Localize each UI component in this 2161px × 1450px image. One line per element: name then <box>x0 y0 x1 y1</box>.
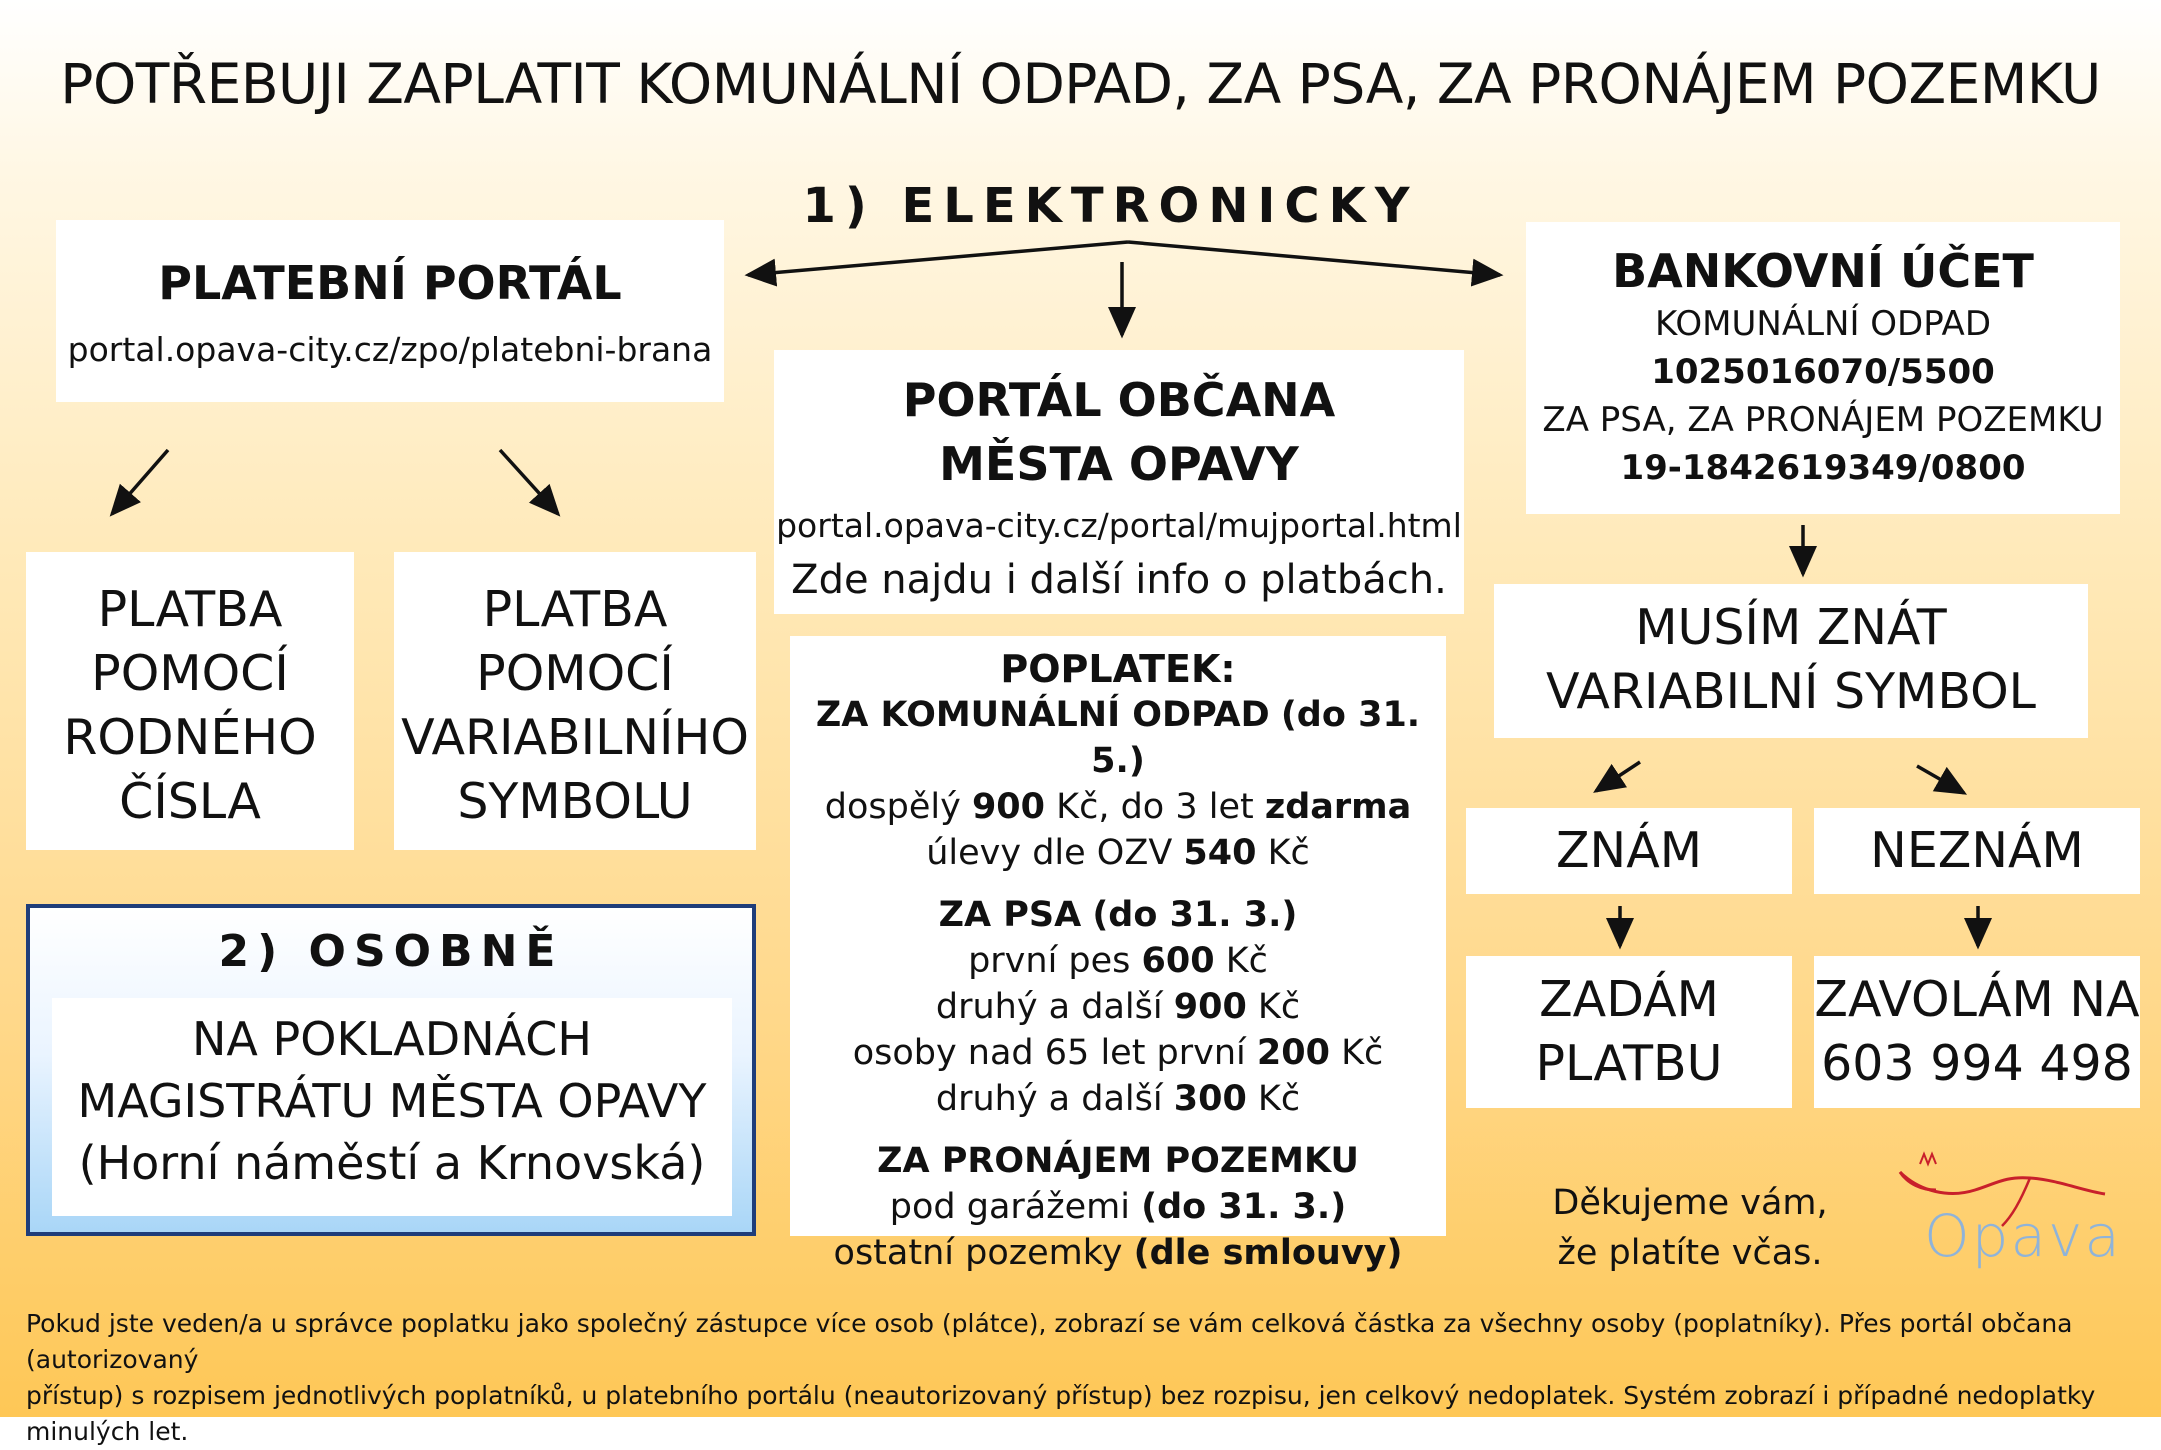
arrow-to-rodne-cislo <box>112 450 168 514</box>
opava-logo <box>1880 1150 2120 1280</box>
arrow-to-variabilni-symbol <box>500 450 558 514</box>
osobne-line-1: NA POKLADNÁCH <box>192 1012 592 1066</box>
option-vs-line: POMOCÍ <box>476 645 674 702</box>
footnote <box>26 1306 2146 1450</box>
neznam-label: NEZNÁM <box>1870 822 2084 879</box>
poplatek-pozemek-title: ZA PRONÁJEM POZEMKU <box>877 1141 1359 1181</box>
arrow-to-bankovni-ucet <box>1128 242 1500 275</box>
poplatek-odpad-line-2: úlevy dle OZV 540 Kč <box>926 833 1310 873</box>
footnote-line-2: přístup) s rozpisem jednotlivých poplatníků, u platebního portálu (neautorizovaný přístup) bez rozpisu, jen celkový nedoplatek. Systém zobrazí i případné nedoplatky minulých let. <box>26 1381 2096 1446</box>
bank-account-odpad: 1025016070/5500 <box>1651 352 1995 392</box>
zadam-line-1: ZADÁM <box>1539 971 1719 1028</box>
section-personal-heading: 2) OSOBNĚ <box>218 926 564 977</box>
platebni-portal-heading: PLATEBNÍ PORTÁL <box>158 256 622 310</box>
poplatek-psa-line-1: první pes 600 Kč <box>968 941 1268 981</box>
zadam-platbu-box <box>1466 956 1792 1108</box>
section-electronic-heading: 1) ELEKTRONICKY <box>802 178 1419 234</box>
musim-line-1: MUSÍM ZNÁT <box>1635 599 1947 656</box>
option-rc-line: ČÍSLA <box>119 773 261 830</box>
option-vs-line: VARIABILNÍHO <box>401 709 749 766</box>
poplatek-heading: POPLATEK: <box>1000 647 1236 691</box>
poplatek-odpad-deadline: (do 31. 5.) <box>1091 695 1421 781</box>
bank-label-odpad: KOMUNÁLNÍ ODPAD <box>1654 304 1992 344</box>
zavolam-phone[interactable]: 603 994 498 <box>1821 1035 2133 1092</box>
bank-account-psa: 19-1842619349/0800 <box>1620 448 2026 488</box>
option-variabilni-symbol-box <box>394 552 756 850</box>
option-rc-line: RODNÉHO <box>63 709 317 766</box>
poplatek-pozemek-line-1: pod garážemi (do 31. 3.) <box>889 1187 1347 1227</box>
poplatek-pozemek-line-2: ostatní pozemky (dle smlouvy) <box>833 1233 1403 1273</box>
option-rc-line: POMOCÍ <box>91 645 289 702</box>
zavolam-line-1: ZAVOLÁM NA <box>1814 971 2140 1028</box>
zavolam-box <box>1814 956 2140 1108</box>
portal-obcana-info: Zde najdu i další info o platbách. <box>791 557 1447 603</box>
thanks-message <box>1520 1178 1860 1278</box>
poplatek-odpad-name: ZA KOMUNÁLNÍ ODPAD <box>815 695 1270 735</box>
portal-obcana-url[interactable]: portal.opava-city.cz/portal/mujportal.html <box>776 506 1462 545</box>
bank-label-psa: ZA PSA, ZA PRONÁJEM POZEMKU <box>1542 400 2104 440</box>
arrow-to-neznam <box>1917 766 1964 793</box>
osobne-line-2: MAGISTRÁTU MĚSTA OPAVY <box>77 1074 707 1128</box>
bankovni-ucet-box <box>1526 222 2120 514</box>
poplatek-psa-title: ZA PSA (do 31. 3.) <box>938 895 1298 935</box>
poplatek-psa-line-3: osoby nad 65 let první 200 Kč <box>852 1033 1384 1073</box>
option-vs-line: PLATBA <box>482 581 668 638</box>
neznam-box[interactable] <box>1814 808 2140 894</box>
poplatek-psa-line-4: druhý a další 300 Kč <box>935 1079 1301 1119</box>
osobne-line-3: (Horní náměstí a Krnovská) <box>78 1136 706 1190</box>
thanks-line-1: Děkujeme vám, <box>1552 1183 1828 1223</box>
portal-obcana-heading-2: MĚSTA OPAVY <box>939 437 1299 491</box>
platebni-portal-url[interactable]: portal.opava-city.cz/zpo/platebni-brana <box>67 330 713 369</box>
platebni-portal-box <box>56 220 724 402</box>
znam-box[interactable] <box>1466 808 1792 894</box>
poplatek-box <box>790 636 1446 1273</box>
poplatek-odpad-title <box>790 692 1446 784</box>
poplatek-odpad-line-1: dospělý 900 Kč, do 3 let zdarma <box>824 787 1412 827</box>
opava-logo-text: Opava <box>1924 1202 2122 1270</box>
bankovni-ucet-heading: BANKOVNÍ ÚČET <box>1612 244 2034 298</box>
option-rc-line: PLATBA <box>97 581 283 638</box>
option-vs-line: SYMBOLU <box>457 773 693 830</box>
osobne-inner-box <box>52 998 732 1216</box>
footnote-line-1: Pokud jste veden/a u správce poplatku jako společný zástupce více osob (plátce), zobrazí se vám celková částka za všechny osoby (poplatníky). Přes portál občana (autorizovaný <box>26 1309 2073 1374</box>
poplatek-psa-line-2: druhý a další 900 Kč <box>935 987 1301 1027</box>
portal-obcana-box <box>774 350 1464 614</box>
page-title: POTŘEBUJI ZAPLATIT KOMUNÁLNÍ ODPAD, ZA PSA, ZA PRONÁJEM POZEMKU <box>60 52 2101 116</box>
musim-line-2: VARIABILNÍ SYMBOL <box>1546 663 2036 720</box>
portal-obcana-heading-1: PORTÁL OBČANA <box>902 373 1336 427</box>
arrow-to-platebni-portal <box>748 242 1128 275</box>
osobne-box <box>26 904 756 1236</box>
zadam-line-2: PLATBU <box>1535 1035 1723 1092</box>
thanks-line-2: že platíte včas. <box>1557 1233 1823 1273</box>
znam-label: ZNÁM <box>1555 822 1703 879</box>
musim-znat-box <box>1494 584 2088 738</box>
arrow-to-znam <box>1596 762 1640 791</box>
option-rodne-cislo-box <box>26 552 354 850</box>
